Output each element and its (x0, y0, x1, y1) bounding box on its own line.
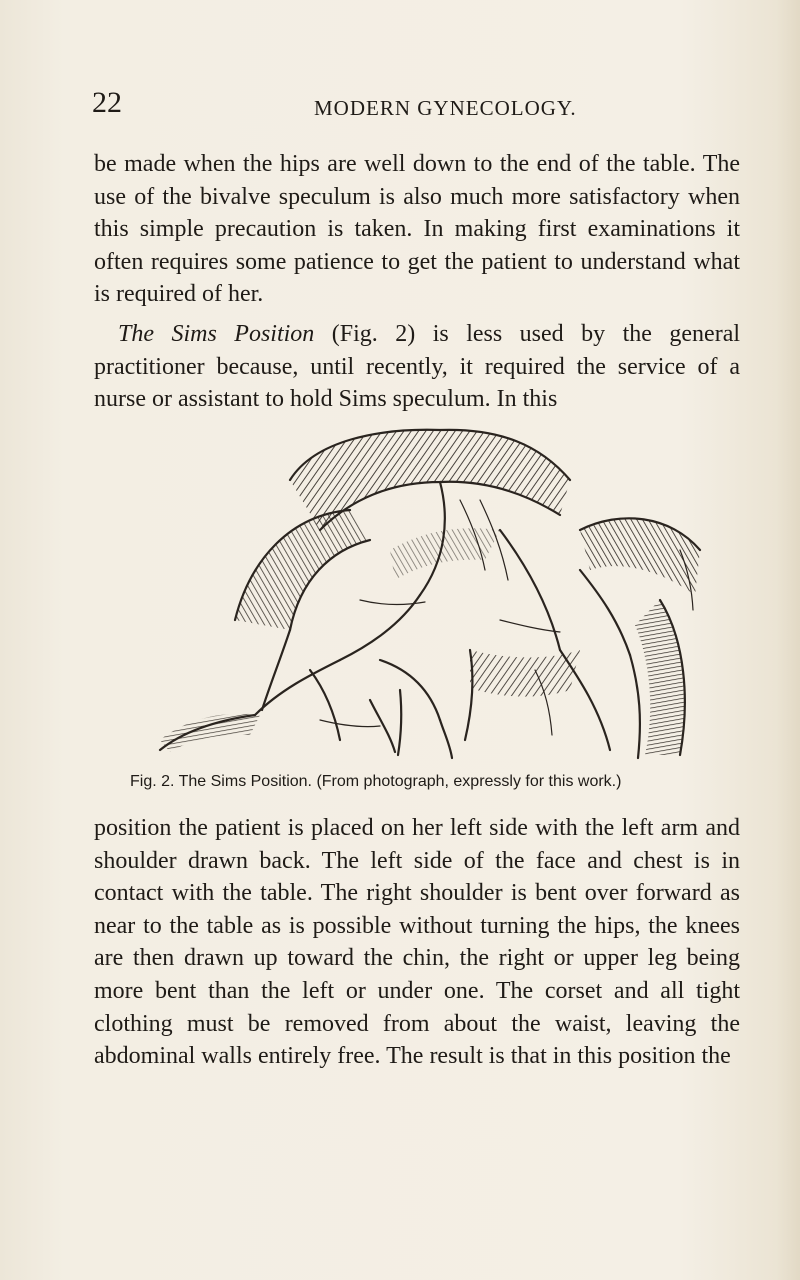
figure-sims-position-illustration (140, 420, 710, 760)
sims-position-italic-lead: The Sims Position (118, 321, 315, 347)
running-title: MODERN GYNECOLOGY. (314, 96, 577, 120)
page-header (92, 88, 742, 128)
paragraph-sims-position (94, 318, 740, 416)
figure-caption: Fig. 2. The Sims Position. (From photograph, expressly for this work.) (130, 773, 622, 790)
page-number: 22 (92, 86, 122, 119)
paragraph-top: be made when the hips are well down to the end of the table. The use of the bivalve speculum is also much more satisfactory when this simple precaution is taken. In making first examinations it often requires some patience to get the patient to understand what is required of her. (94, 151, 740, 308)
sims-position-text: (Fig. 2) is less used by the general practitioner because, until recently, it required the service of a nurse or assistant to hold Sims speculum. In this (94, 321, 741, 413)
paragraph-bottom: position the patient is placed on her left side with the left arm and shoulder drawn back. The left side of the face and chest is in contact with the table. The right shoulder is bent over forward as near to the table as is possible without turning the hips, the knees are then drawn up toward the chin, the right or upper leg being more bent than the left or under one. The corset and all tight clothing must be removed from about the waist, leaving the abdominal walls entirely free. The result is that in this position the (94, 815, 740, 1070)
sims-position-engraving (140, 420, 710, 760)
